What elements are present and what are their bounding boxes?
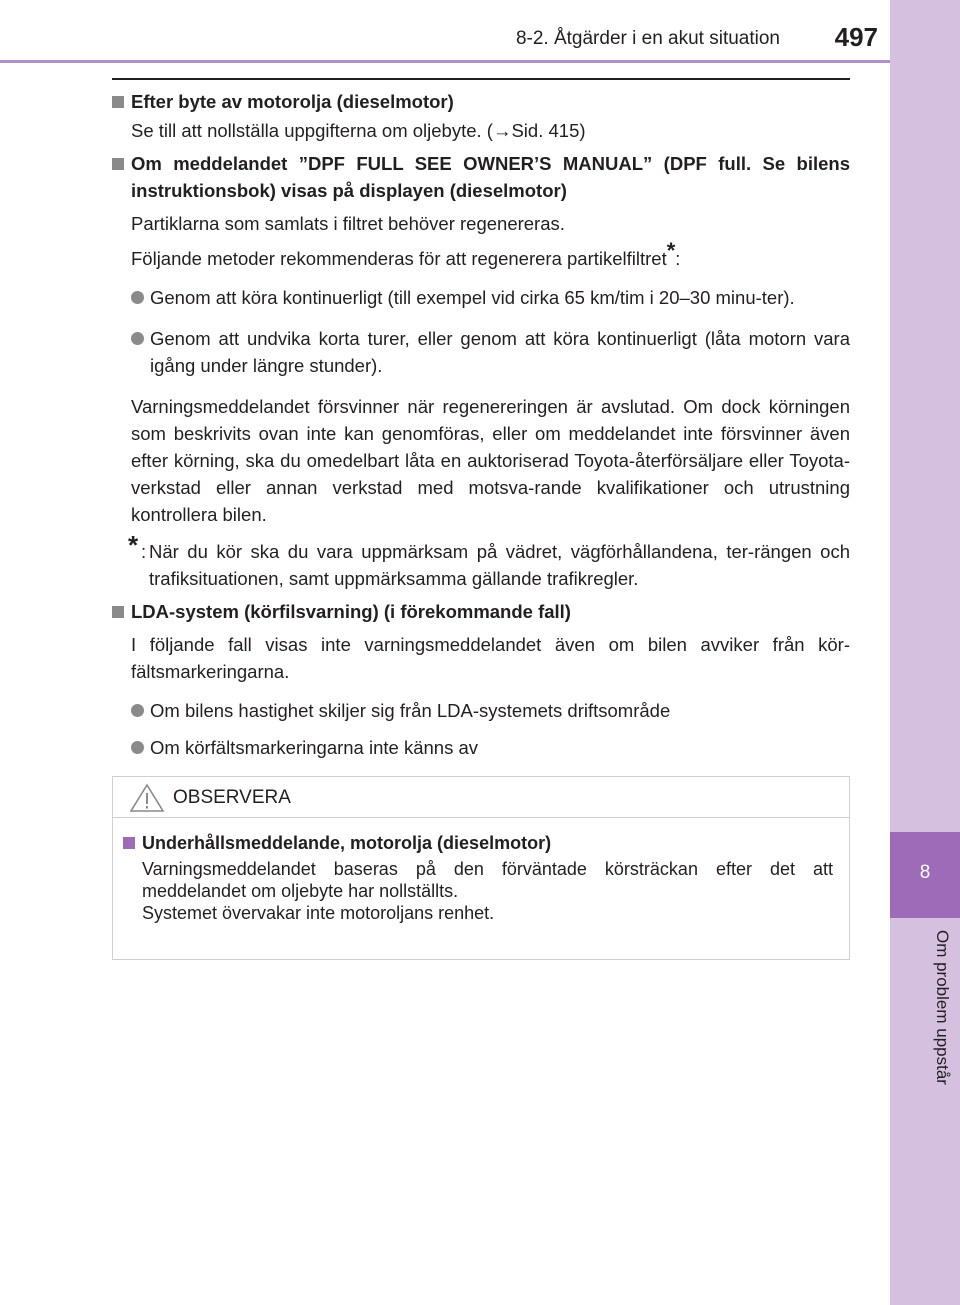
round-bullet-icon: [131, 332, 144, 345]
square-bullet-icon: [123, 837, 135, 849]
lda-heading: LDA-system (körfilsvarning) (i förekommande fall): [112, 598, 850, 625]
page-number: 497: [834, 22, 878, 52]
lda-bullet-1: Om bilens hastighet skiljer sig från LDA-systemets driftsområde: [112, 697, 850, 724]
notice-box: [112, 776, 850, 960]
notice-body: [113, 818, 849, 924]
square-bullet-icon: [112, 96, 124, 108]
header-rule: [0, 60, 890, 63]
dpf-footnote: * : När du kör ska du vara uppmärksam på vädret, vägförhållandena, ter-rängen och trafiksituationen, samt uppmärksamma gällande trafikregler.: [128, 530, 850, 589]
dpf-text-1: Partiklarna som samlats i filtret behöver regenereras.: [131, 213, 565, 234]
square-bullet-icon: [112, 606, 124, 618]
footnote-asterisk: *: [128, 530, 139, 560]
oil-change-text: Se till att nollställa uppgifterna om oljebyte. (→Sid. 415): [131, 120, 586, 141]
chapter-title: Om problem uppstår: [933, 930, 952, 1085]
round-bullet-icon: [131, 741, 144, 754]
dpf-heading: Om meddelandet ”DPF FULL SEE OWNER’S MANUAL” (DPF full. Se bilens instruktionsbok) visas på displayen (dieselmotor): [112, 150, 850, 204]
dpf-text-3: Varningsmeddelandet försvinner när regenereringen är avslutad. Om dock körningen som beskrivits ovan inte kan genomföras, eller om meddelandet inte försvinner även efter körning, ska du omedelbart låta en auktoriserad Toyota-återförsäljare eller Toyota-verkstad eller annan verkstad med motsva-rande kvalifikationer och utrustning kontrollera bilen.: [131, 396, 850, 525]
dpf-bullet-1: Genom att köra kontinuerligt (till exempel vid cirka 65 km/tim i 20–30 minu-ter).: [112, 284, 850, 311]
content-top-rule: [112, 78, 850, 80]
oil-change-heading: Efter byte av motorolja (dieselmotor): [112, 88, 850, 115]
dpf-bullet-2: Genom att undvika korta turer, eller genom att köra kontinuerligt (låta motorn vara igång under längre stunder).: [112, 325, 850, 379]
dpf-text-2: Följande metoder rekommenderas för att regenerera partikelfiltret*:: [131, 237, 681, 269]
notice-text-1: Varningsmeddelandet baseras på den förväntade körsträckan efter det att meddelandet om oljebyte har nollställts.: [142, 859, 833, 901]
notice-heading: Underhållsmeddelande, motorolja (dieselmotor): [123, 832, 833, 854]
section-title: 8-2. Åtgärder i en akut situation: [515, 28, 780, 49]
page-header: [0, 0, 890, 62]
notice-text-2: Systemet övervakar inte motoroljans renhet.: [142, 903, 495, 923]
lda-bullet-2: Om körfältsmarkeringarna inte känns av: [112, 734, 850, 761]
chapter-number: 8: [919, 862, 931, 883]
main-content: [112, 88, 850, 761]
square-bullet-icon: [112, 158, 124, 170]
warning-triangle-icon: [129, 783, 165, 813]
notice-header: [113, 777, 849, 818]
notice-label: OBSERVERA: [173, 787, 291, 808]
round-bullet-icon: [131, 704, 144, 717]
round-bullet-icon: [131, 291, 144, 304]
lda-text: I följande fall visas inte varningsmeddelandet även om bilen avviker från kör-fältsmarkeringarna.: [131, 634, 850, 682]
asterisk-mark: *: [666, 237, 676, 263]
